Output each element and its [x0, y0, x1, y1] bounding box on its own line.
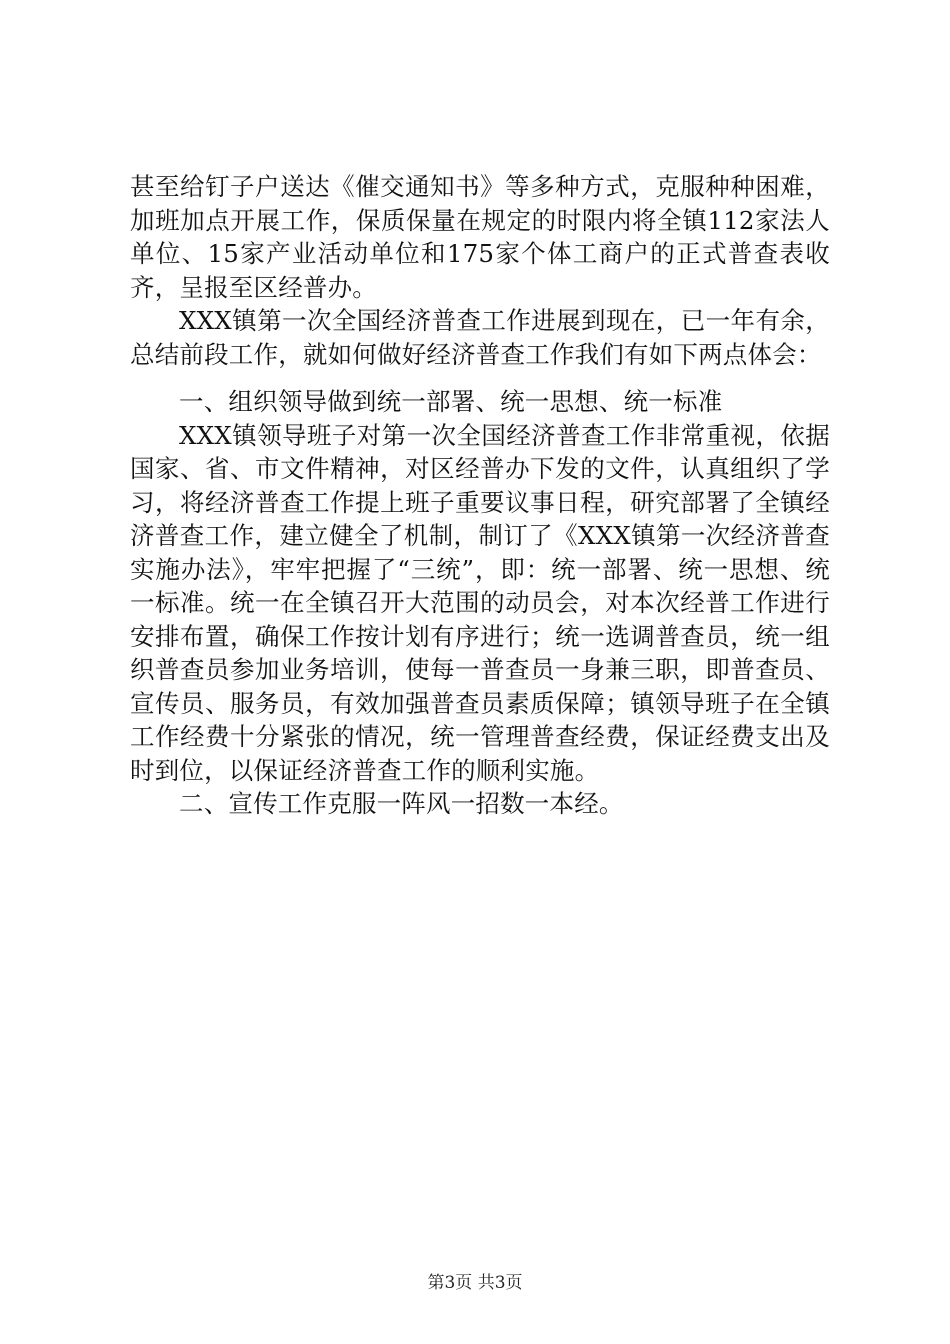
document-body — [130, 170, 830, 821]
paragraph-section-1-body: XXX镇领导班子对第一次全国经济普查工作非常重视，依据国家、省、市文件精神，对区经普办下发的文件，认真组织了学习，将经济普查工作提上班子重要议事日程，研究部署了全镇经济普查工作，建立健全了机制，制订了《XXX镇第一次经济普查实施办法》，牢牢把握了“三统”，即：统一部署、统一思想、统一标准。统一在全镇召开大范围的动员会，对本次经普工作进行安排布置，确保工作按计划有序进行；统一选调普查员，统一组织普查员参加业务培训，使每一普查员一身兼三职，即普查员、宣传员、服务员，有效加强普查员素质保障；镇领导班子在全镇工作经费十分紧张的情况，统一管理普查经费，保证经费支出及时到位，以保证经济普查工作的顺利实施。 — [130, 420, 830, 785]
section-heading-1: 一、组织领导做到统一部署、统一思想、统一标准 — [179, 387, 723, 416]
paragraph-continuation: 甚至给钉子户送达《催交通知书》等多种方式，克服种种困难，加班加点开展工作，保质保量在规定的时限内将全镇112家法人单位、15家产业活动单位和175家个体工商户的正式普查表收齐，呈报至区经普办。 — [130, 172, 830, 302]
paragraph-summary-intro: XXX镇第一次全国经济普查工作进展到现在，已一年有余，总结前段工作，就如何做好经济普查工作我们有如下两点体会： — [130, 306, 830, 369]
section-heading-2: 二、宣传工作克服一阵风一招数一本经。 — [179, 789, 624, 818]
page-footer: 第3页 共3页 — [427, 1273, 523, 1293]
